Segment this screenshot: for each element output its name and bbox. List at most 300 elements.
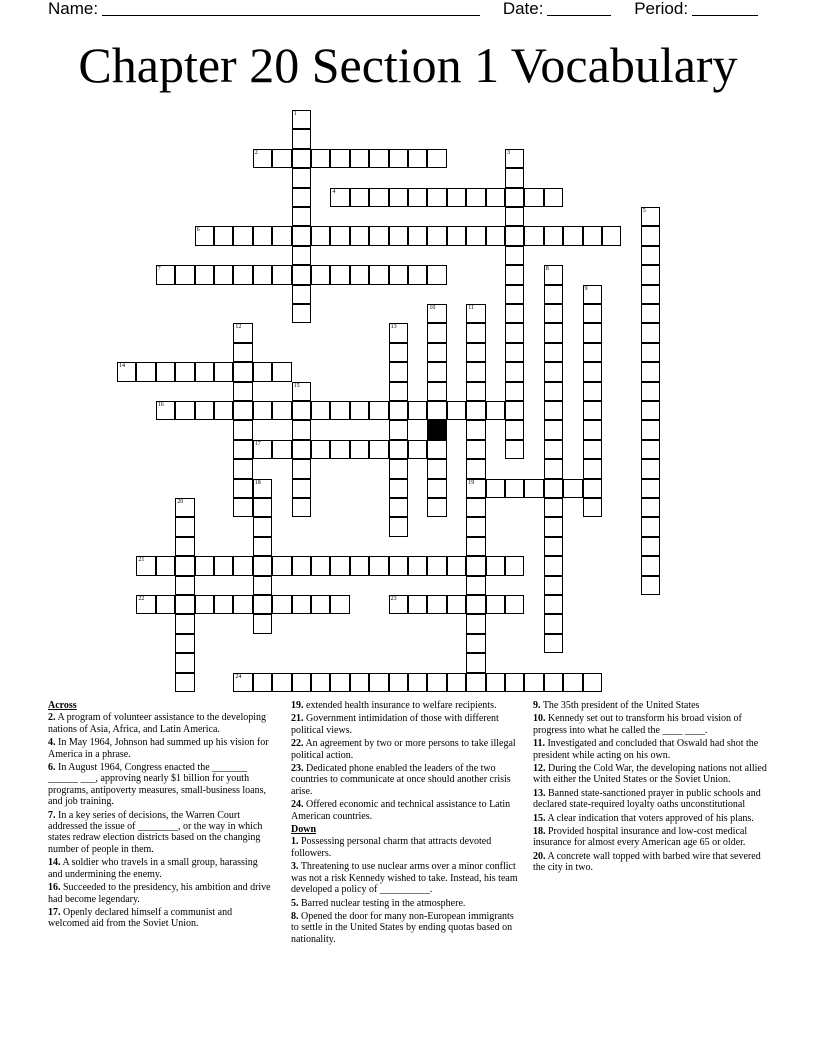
grid-cell[interactable] (427, 188, 446, 207)
grid-cell[interactable] (253, 226, 272, 245)
grid-cell[interactable] (486, 226, 505, 245)
grid-cell[interactable] (466, 226, 485, 245)
grid-cell[interactable] (408, 595, 427, 614)
grid-cell[interactable] (505, 595, 524, 614)
grid-cell[interactable] (292, 382, 311, 401)
grid-cell[interactable] (233, 343, 252, 362)
grid-cell[interactable] (466, 595, 485, 614)
grid-cell[interactable] (486, 595, 505, 614)
grid-cell[interactable] (292, 226, 311, 245)
grid-cell[interactable] (544, 556, 563, 575)
grid-cell[interactable] (175, 556, 194, 575)
grid-cell[interactable] (272, 149, 291, 168)
grid-cell[interactable] (272, 265, 291, 284)
grid-cell[interactable] (486, 479, 505, 498)
grid-cell[interactable] (505, 382, 524, 401)
grid-cell[interactable] (544, 401, 563, 420)
grid-cell[interactable] (389, 595, 408, 614)
grid-cell[interactable] (524, 673, 543, 692)
grid-cell[interactable] (350, 226, 369, 245)
grid-cell[interactable] (583, 382, 602, 401)
grid-cell[interactable] (544, 343, 563, 362)
grid-cell[interactable] (486, 188, 505, 207)
grid-cell[interactable] (136, 595, 155, 614)
grid-cell[interactable] (214, 265, 233, 284)
grid-cell[interactable] (466, 459, 485, 478)
grid-cell[interactable] (524, 479, 543, 498)
grid-cell[interactable] (292, 595, 311, 614)
grid-cell[interactable] (408, 440, 427, 459)
grid-cell[interactable] (136, 556, 155, 575)
grid-cell[interactable] (544, 479, 563, 498)
clue-text: Offered economic and technical assistance to Latin American countries. (291, 799, 511, 822)
grid-cell[interactable] (544, 285, 563, 304)
grid-cell[interactable] (505, 440, 524, 459)
grid-cell[interactable] (466, 653, 485, 672)
grid-cell[interactable] (175, 537, 194, 556)
grid-cell[interactable] (641, 459, 660, 478)
grid-cell[interactable] (156, 595, 175, 614)
grid-cell[interactable] (389, 556, 408, 575)
grid-cell[interactable] (408, 401, 427, 420)
grid-cell[interactable] (369, 673, 388, 692)
grid-cell[interactable] (389, 498, 408, 517)
grid-cell[interactable] (350, 188, 369, 207)
grid-cell[interactable] (505, 556, 524, 575)
grid-cell[interactable] (544, 188, 563, 207)
grid-cell[interactable] (408, 265, 427, 284)
grid-cell[interactable] (466, 188, 485, 207)
grid-cell[interactable] (311, 440, 330, 459)
grid-cell[interactable] (427, 362, 446, 381)
grid-cell[interactable] (524, 226, 543, 245)
grid-cell[interactable] (195, 401, 214, 420)
grid-cell[interactable] (466, 304, 485, 323)
grid-cell[interactable] (253, 537, 272, 556)
grid-cell[interactable] (233, 420, 252, 439)
grid-cell[interactable] (524, 188, 543, 207)
grid-cell[interactable] (641, 498, 660, 517)
grid-cell[interactable] (427, 459, 446, 478)
grid-cell[interactable] (350, 149, 369, 168)
grid-cell[interactable] (641, 401, 660, 420)
grid-cell[interactable] (330, 226, 349, 245)
grid-cell[interactable] (330, 595, 349, 614)
grid-cell[interactable] (233, 498, 252, 517)
grid-cell[interactable] (233, 440, 252, 459)
grid-cell[interactable] (272, 595, 291, 614)
grid-cell[interactable] (466, 517, 485, 536)
grid-cell[interactable] (505, 226, 524, 245)
grid-cell[interactable] (427, 401, 446, 420)
grid-cell[interactable] (311, 226, 330, 245)
grid-cell[interactable] (389, 479, 408, 498)
grid-cell[interactable] (427, 673, 446, 692)
grid-cell[interactable] (292, 285, 311, 304)
grid-cell[interactable] (583, 285, 602, 304)
grid-cell[interactable] (175, 498, 194, 517)
grid-cell[interactable] (389, 673, 408, 692)
grid-cell[interactable] (233, 459, 252, 478)
grid-cell[interactable] (175, 401, 194, 420)
grid-cell[interactable] (544, 614, 563, 633)
grid-cell[interactable] (369, 265, 388, 284)
grid-cell[interactable] (583, 459, 602, 478)
grid-cell[interactable] (214, 401, 233, 420)
grid-cell[interactable] (505, 207, 524, 226)
grid-cell[interactable] (427, 498, 446, 517)
grid-cell[interactable] (330, 265, 349, 284)
grid-cell[interactable] (466, 479, 485, 498)
grid-cell[interactable] (389, 362, 408, 381)
grid-cell[interactable] (292, 673, 311, 692)
grid-cell[interactable] (253, 149, 272, 168)
grid-cell[interactable] (641, 323, 660, 342)
grid-cell[interactable] (447, 673, 466, 692)
grid-cell[interactable] (175, 673, 194, 692)
grid-cell[interactable] (505, 168, 524, 187)
grid-cell[interactable] (292, 420, 311, 439)
grid-cell[interactable] (389, 226, 408, 245)
grid-cell[interactable] (253, 498, 272, 517)
grid-cell[interactable] (175, 576, 194, 595)
grid-cell[interactable] (292, 401, 311, 420)
grid-cell[interactable] (563, 673, 582, 692)
grid-cell[interactable] (272, 401, 291, 420)
grid-cell[interactable] (641, 285, 660, 304)
grid-cell[interactable] (583, 226, 602, 245)
grid-cell[interactable] (311, 556, 330, 575)
grid-cell[interactable] (505, 149, 524, 168)
grid-cell[interactable] (641, 537, 660, 556)
grid-cell[interactable] (175, 653, 194, 672)
grid-cell[interactable] (641, 246, 660, 265)
grid-cell[interactable] (369, 149, 388, 168)
grid-cell[interactable] (447, 188, 466, 207)
clue-number: 22. (291, 738, 304, 750)
grid-cell[interactable] (292, 110, 311, 129)
grid-cell[interactable] (389, 440, 408, 459)
grid-cell[interactable] (292, 459, 311, 478)
grid-cell[interactable] (641, 207, 660, 226)
grid-cell[interactable] (175, 517, 194, 536)
grid-cell[interactable] (253, 362, 272, 381)
grid-cell[interactable] (408, 188, 427, 207)
grid-cell[interactable] (330, 556, 349, 575)
grid-cell[interactable] (233, 362, 252, 381)
grid-cell[interactable] (544, 517, 563, 536)
grid-cell[interactable] (427, 382, 446, 401)
grid-cell[interactable] (544, 323, 563, 342)
grid-cell[interactable] (369, 401, 388, 420)
grid-cell[interactable] (408, 556, 427, 575)
grid-cell[interactable] (641, 479, 660, 498)
grid-cell[interactable] (466, 537, 485, 556)
grid-cell[interactable] (330, 673, 349, 692)
grid-cell[interactable] (641, 382, 660, 401)
grid-cell[interactable] (544, 576, 563, 595)
grid-cell[interactable] (389, 188, 408, 207)
grid-cell[interactable] (427, 265, 446, 284)
grid-cell[interactable] (389, 343, 408, 362)
grid-cell[interactable] (233, 556, 252, 575)
grid-cell[interactable] (233, 226, 252, 245)
grid-cell[interactable] (563, 226, 582, 245)
grid-cell[interactable] (292, 188, 311, 207)
grid-cell[interactable] (427, 440, 446, 459)
grid-cell[interactable] (466, 614, 485, 633)
grid-cell[interactable] (253, 576, 272, 595)
grid-cell[interactable] (544, 498, 563, 517)
grid-cell[interactable] (195, 265, 214, 284)
grid-cell[interactable] (641, 265, 660, 284)
grid-cell[interactable] (195, 595, 214, 614)
grid-cell[interactable] (253, 440, 272, 459)
grid-cell[interactable] (427, 323, 446, 342)
grid-cell[interactable] (583, 304, 602, 323)
grid-cell[interactable] (253, 517, 272, 536)
grid-cell[interactable] (447, 556, 466, 575)
grid-cell[interactable] (641, 576, 660, 595)
grid-cell[interactable] (156, 265, 175, 284)
grid-cell[interactable] (583, 343, 602, 362)
grid-cell[interactable] (350, 673, 369, 692)
grid-cell[interactable] (233, 401, 252, 420)
grid-cell[interactable] (641, 440, 660, 459)
grid-cell[interactable] (641, 304, 660, 323)
grid-cell[interactable] (292, 168, 311, 187)
grid-cell[interactable] (253, 556, 272, 575)
grid-cell[interactable] (505, 246, 524, 265)
grid-cell[interactable] (175, 595, 194, 614)
grid-cell[interactable] (389, 459, 408, 478)
grid-cell[interactable] (544, 265, 563, 284)
grid-cell[interactable] (292, 129, 311, 148)
name-label: Name: (48, 0, 99, 18)
grid-cell[interactable] (505, 479, 524, 498)
grid-cell[interactable] (641, 517, 660, 536)
grid-cell[interactable] (195, 226, 214, 245)
grid-cell[interactable] (583, 362, 602, 381)
grid-cell[interactable] (330, 440, 349, 459)
grid-cell[interactable] (544, 459, 563, 478)
grid-cell[interactable] (272, 673, 291, 692)
grid-cell[interactable] (466, 401, 485, 420)
grid-cell[interactable] (466, 323, 485, 342)
grid-cell[interactable] (466, 440, 485, 459)
grid-cell[interactable] (253, 265, 272, 284)
grid-cell[interactable] (369, 188, 388, 207)
grid-cell[interactable] (583, 498, 602, 517)
grid-cell[interactable] (214, 362, 233, 381)
grid-cell[interactable] (292, 207, 311, 226)
grid-cell[interactable] (156, 556, 175, 575)
grid-cell[interactable] (408, 673, 427, 692)
grid-cell[interactable] (350, 401, 369, 420)
grid-cell[interactable] (369, 556, 388, 575)
grid-cell[interactable] (369, 440, 388, 459)
grid-cell[interactable] (214, 556, 233, 575)
grid-cell[interactable] (466, 420, 485, 439)
grid-cell[interactable] (156, 362, 175, 381)
grid-cell[interactable] (272, 226, 291, 245)
grid-cell[interactable] (195, 362, 214, 381)
grid-cell[interactable] (311, 149, 330, 168)
grid-cell[interactable] (583, 323, 602, 342)
grid-cell[interactable] (427, 343, 446, 362)
grid-cell[interactable] (583, 479, 602, 498)
grid-cell[interactable] (292, 304, 311, 323)
grid-cell[interactable] (563, 479, 582, 498)
grid-cell[interactable] (311, 673, 330, 692)
grid-cell[interactable] (505, 362, 524, 381)
grid-cell[interactable] (583, 420, 602, 439)
grid-cell[interactable] (544, 440, 563, 459)
grid-cell[interactable] (505, 304, 524, 323)
grid-cell[interactable] (136, 362, 155, 381)
grid-cell[interactable] (544, 537, 563, 556)
clue-number: 4. (48, 737, 56, 749)
grid-cell[interactable] (408, 226, 427, 245)
grid-cell[interactable] (641, 420, 660, 439)
grid-cell[interactable] (641, 362, 660, 381)
grid-cell[interactable] (195, 556, 214, 575)
grid-cell[interactable] (350, 265, 369, 284)
grid-cell[interactable] (214, 226, 233, 245)
grid-cell[interactable] (447, 401, 466, 420)
grid-cell[interactable] (311, 265, 330, 284)
grid-cell[interactable] (505, 265, 524, 284)
grid-cell[interactable] (583, 401, 602, 420)
grid-cell[interactable] (233, 323, 252, 342)
grid-cell[interactable] (544, 382, 563, 401)
grid-cell[interactable] (175, 265, 194, 284)
grid-cell[interactable] (466, 634, 485, 653)
grid-cell[interactable] (389, 265, 408, 284)
grid-cell[interactable] (505, 420, 524, 439)
grid-cell[interactable] (447, 595, 466, 614)
grid-cell[interactable] (272, 556, 291, 575)
grid-cell[interactable] (292, 498, 311, 517)
grid-cell[interactable] (292, 440, 311, 459)
grid-cell[interactable] (486, 401, 505, 420)
grid-cell[interactable] (253, 614, 272, 633)
grid-cell[interactable] (253, 673, 272, 692)
grid-cell[interactable] (602, 226, 621, 245)
grid-cell[interactable] (427, 226, 446, 245)
grid-cell[interactable] (389, 420, 408, 439)
grid-cell[interactable] (641, 556, 660, 575)
down-clue-list-continued (533, 700, 769, 874)
grid-cell[interactable] (292, 556, 311, 575)
grid-cell[interactable] (389, 401, 408, 420)
grid-cell[interactable] (505, 343, 524, 362)
grid-cell[interactable] (486, 556, 505, 575)
grid-cell[interactable] (292, 479, 311, 498)
grid-cell[interactable] (505, 323, 524, 342)
grid-cell[interactable] (175, 634, 194, 653)
across-clue (291, 700, 523, 711)
grid-cell[interactable] (427, 304, 446, 323)
grid-cell[interactable] (544, 226, 563, 245)
grid-cell[interactable] (544, 362, 563, 381)
grid-cell[interactable] (292, 149, 311, 168)
grid-cell[interactable] (505, 401, 524, 420)
grid-cell[interactable] (466, 382, 485, 401)
grid-cell[interactable] (389, 517, 408, 536)
grid-cell[interactable] (330, 188, 349, 207)
grid-cell[interactable] (117, 362, 136, 381)
grid-cell[interactable] (505, 673, 524, 692)
grid-cell[interactable] (466, 556, 485, 575)
grid-cell[interactable] (389, 323, 408, 342)
grid-cell[interactable] (350, 440, 369, 459)
grid-cell[interactable] (505, 188, 524, 207)
grid-cell[interactable] (253, 595, 272, 614)
grid-cell[interactable] (233, 265, 252, 284)
grid-cell[interactable] (466, 362, 485, 381)
grid-cell[interactable] (427, 556, 446, 575)
grid-cell[interactable] (233, 595, 252, 614)
grid-cell[interactable] (641, 226, 660, 245)
grid-cell[interactable] (350, 556, 369, 575)
grid-cell[interactable] (233, 673, 252, 692)
grid-cell[interactable] (583, 440, 602, 459)
grid-cell[interactable] (466, 343, 485, 362)
grid-cell[interactable] (272, 440, 291, 459)
grid-cell[interactable] (311, 401, 330, 420)
grid-cell[interactable] (427, 149, 446, 168)
grid-cell[interactable] (156, 401, 175, 420)
grid-cell[interactable] (641, 343, 660, 362)
grid-cell[interactable] (544, 304, 563, 323)
grid-cell[interactable] (272, 362, 291, 381)
grid-cell[interactable] (233, 479, 252, 498)
grid-cell[interactable] (466, 576, 485, 595)
down-clue (533, 763, 769, 786)
grid-cell[interactable] (544, 634, 563, 653)
grid-cell[interactable] (292, 246, 311, 265)
cell-number: 2 (254, 149, 258, 156)
grid-cell[interactable] (544, 420, 563, 439)
grid-cell[interactable] (175, 362, 194, 381)
grid-cell[interactable] (389, 382, 408, 401)
grid-cell[interactable] (486, 673, 505, 692)
grid-cell[interactable] (369, 226, 388, 245)
grid-cell[interactable] (505, 285, 524, 304)
grid-cell[interactable] (389, 149, 408, 168)
grid-cell[interactable] (466, 673, 485, 692)
grid-cell[interactable] (427, 479, 446, 498)
clue-text: A soldier who travels in a small group, harassing and undermining the enemy. (48, 857, 258, 880)
grid-cell[interactable] (214, 595, 233, 614)
grid-cell[interactable] (466, 498, 485, 517)
grid-cell[interactable] (583, 673, 602, 692)
grid-cell[interactable] (447, 226, 466, 245)
grid-cell[interactable] (253, 479, 272, 498)
grid-cell[interactable] (330, 149, 349, 168)
grid-cell[interactable] (544, 673, 563, 692)
grid-cell[interactable] (544, 595, 563, 614)
grid-cell[interactable] (408, 149, 427, 168)
grid-cell[interactable] (233, 382, 252, 401)
grid-cell[interactable] (292, 265, 311, 284)
grid-cell[interactable] (175, 614, 194, 633)
grid-cell[interactable] (253, 401, 272, 420)
grid-cell[interactable] (427, 595, 446, 614)
grid-cell[interactable] (311, 595, 330, 614)
grid-cell[interactable] (330, 401, 349, 420)
